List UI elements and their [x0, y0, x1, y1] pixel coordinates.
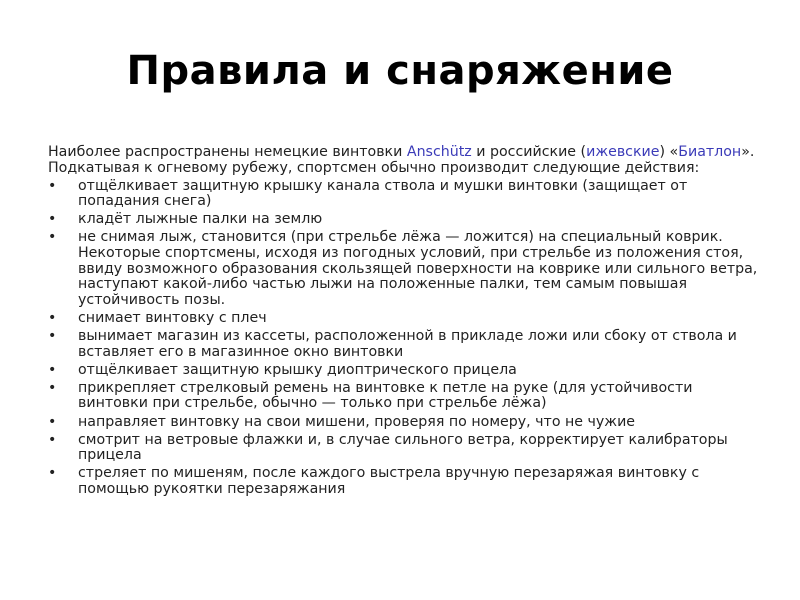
- bullet-icon: •: [48, 328, 57, 345]
- bullet-icon: •: [48, 229, 57, 246]
- list-item-text: снимает винтовку с плеч: [78, 309, 267, 326]
- intro-text-1: Наиболее распространены немецкие винтовки: [48, 144, 407, 160]
- intro-text-2: и российские (: [471, 144, 587, 160]
- bullet-icon: •: [48, 361, 57, 378]
- list-item-text: стреляет по мишеням, после каждого выстрела вручную перезаряжая винтовку с помощью рукоятки перезаряжания: [78, 465, 700, 497]
- list-item-text: смотрит на ветровые флажки и, в случае сильного ветра, корректирует калибраторы прицела: [78, 431, 728, 464]
- biathlon-link[interactable]: Биатлон: [678, 144, 742, 160]
- bullet-icon: •: [48, 431, 57, 448]
- izhevsk-link[interactable]: ижевские: [586, 144, 660, 160]
- list-item: [48, 433, 760, 464]
- slide-body: [48, 145, 760, 497]
- intro-text-4: ». Подкатывая к огневому рубежу, спортсмен обычно производит следующие действия:: [48, 144, 755, 176]
- list-item: [48, 311, 760, 327]
- list-item: [48, 466, 760, 497]
- list-item-text: кладёт лыжные палки на землю: [78, 211, 323, 228]
- list-item: [48, 363, 760, 379]
- list-item: [48, 212, 760, 228]
- list-item: [48, 179, 760, 210]
- list-item-text: отщёлкивает защитную крышку канала ствола и мушки винтовки (защищает от попадания снега): [78, 177, 688, 210]
- intro-paragraph: [48, 145, 760, 176]
- bullet-icon: •: [48, 379, 57, 396]
- intro-text-3: ) «: [659, 144, 679, 160]
- bullet-icon: •: [48, 177, 57, 194]
- slide-title: Правила и снаряжение: [126, 48, 674, 94]
- anschutz-link[interactable]: Anschütz: [406, 144, 472, 160]
- list-item-text: прикрепляет стрелковый ремень на винтовке к петле на руке (для устойчивости винтовки при стрельбе, обычно — только при стрельбе лёжа): [78, 379, 693, 412]
- bullet-icon: •: [48, 211, 57, 228]
- list-item: [48, 230, 760, 308]
- list-item: [48, 381, 760, 412]
- list-item-text: не снимая лыж, становится (при стрельбе лёжа — ложится) на специальный коврик. Некоторые спортсмены, исходя из погодных условий, при стрельбе из положения стоя, ввиду возможного образования скользящей поверхности на коврике или сильного ветра, наступают какой-либо частью лыжи на положенные палки, тем самым повышая устойчивость позы.: [78, 229, 758, 308]
- list-item-text: направляет винтовку на свои мишени, проверяя по номеру, что не чужие: [78, 413, 636, 430]
- bullet-icon: •: [48, 413, 57, 430]
- bullet-icon: •: [48, 309, 57, 326]
- action-list: [48, 179, 760, 498]
- list-item-text: вынимает магазин из кассеты, расположенной в прикладе ложи или сбоку от ствола и вставляет его в магазинное окно винтовки: [78, 328, 737, 360]
- list-item: [48, 329, 760, 360]
- bullet-icon: •: [48, 465, 57, 482]
- list-item-text: отщёлкивает защитную крышку диоптрического прицела: [78, 361, 517, 378]
- list-item: [48, 415, 760, 431]
